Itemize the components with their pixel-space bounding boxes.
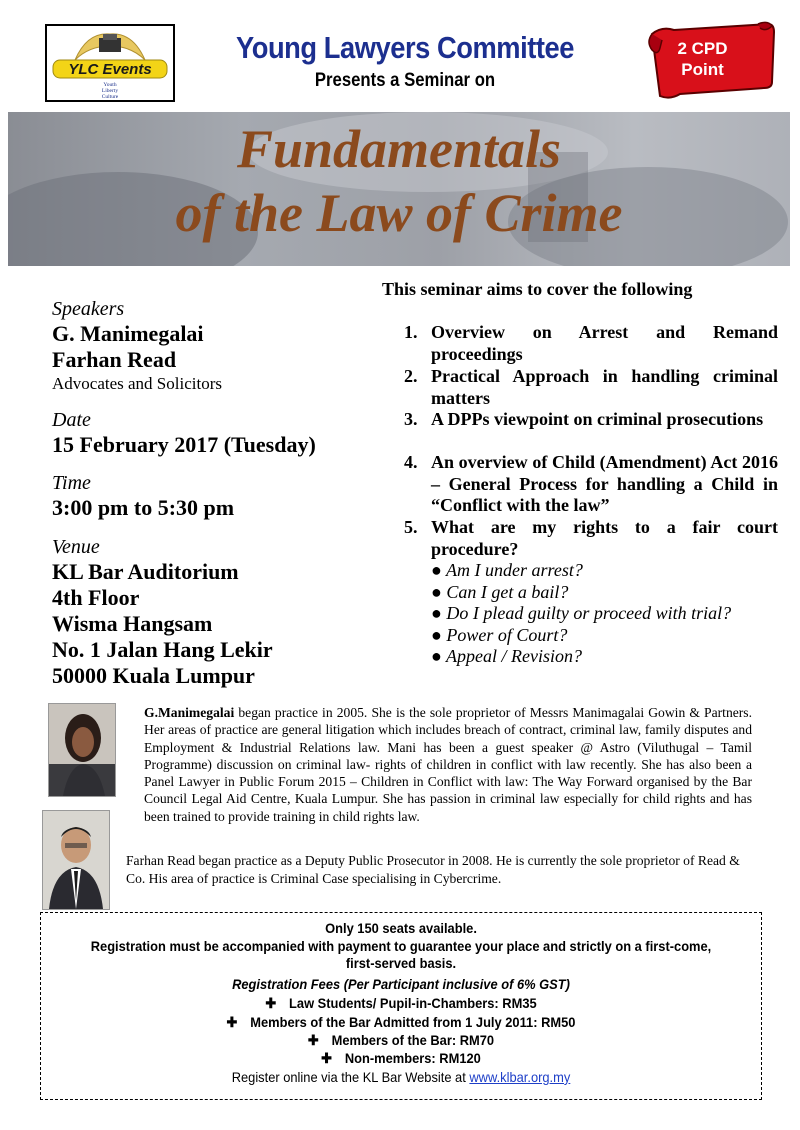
topics-heading: This seminar aims to cover the following: [382, 279, 693, 299]
logo-text: YLC Events: [68, 61, 152, 78]
register-online: [76, 1069, 726, 1086]
bio-farhan-read: Farhan Read began practice as a Deputy Public Prosecutor in 2008. He is currently the sole proprietor of Read & Co. His area of practice is Criminal Case specialising in Cybercrime.: [126, 853, 740, 886]
topic-number: 1.: [404, 322, 418, 342]
venue-line: No. 1 Jalan Hang Lekir: [52, 637, 273, 662]
fee-item: [76, 1014, 726, 1031]
fee-text: Non-members: RM120: [344, 1050, 481, 1066]
venue-line: Wisma Hangsam: [52, 611, 213, 636]
svg-text:Culture: Culture: [101, 94, 119, 100]
date-value: 15 February 2017 (Tuesday): [52, 432, 316, 457]
register-online-text: Register online via the KL Bar Website at: [231, 1069, 470, 1085]
topic-number: 5.: [404, 517, 418, 537]
svg-text:Liberty: Liberty: [101, 88, 119, 94]
seats-available: Only 150 seats available.: [325, 920, 477, 936]
topic-item: Practical Approach in handling criminal matters: [431, 366, 778, 408]
time-value: 3:00 pm to 5:30 pm: [52, 495, 235, 520]
bio-manimegalai: [144, 704, 752, 825]
plus-icon: ✚: [226, 1014, 238, 1030]
venue-line: 4th Floor: [52, 585, 140, 610]
topic-item: An overview of Child (Amendment) Act 2016 – General Process for handling a Child in “Conflict with the law”: [431, 452, 778, 515]
topic-sub-item: ● Power of Court?: [431, 625, 568, 645]
topic-sub-item: ● Can I get a bail?: [431, 582, 569, 602]
bio-text: began practice in 2005. She is the sole proprietor of Messrs Manimagalai Gowin & Partners. Her areas of practice are general litigation which includes breach of contract, criminal law, family disputes and Employment & Industrial Relations law. Mani has been a guest speaker @ Astro (Viluthugal – Tamil Programme) discussion on criminal law- rights of children in conflict with law recently. She has also been a Panel Lawyer in Public Forum 2015 – Children in Conflict with law: The Way Forward organised by the Bar Council Legal Aid Centre, Kuala Lumpur. She has passion in criminal law especially for child rights and has been trained to provide training in child rights law.: [144, 705, 752, 824]
ylc-logo: [45, 24, 175, 102]
speaker-name: Farhan Read: [52, 347, 177, 372]
venue-line: 50000 Kuala Lumpur: [52, 663, 255, 688]
speakers-label: Speakers: [52, 298, 125, 320]
topic-sub-item: ● Am I under arrest?: [431, 560, 583, 580]
date-label: Date: [52, 409, 91, 431]
time-label: Time: [52, 472, 91, 494]
committee-title: Young Lawyers Committee: [235, 30, 575, 65]
seminar-title-line2: of the Law of Crime: [175, 183, 623, 243]
presents-subtitle: Presents a Seminar on: [314, 70, 496, 91]
topic-item: Overview on Arrest and Remand proceedings: [431, 322, 778, 364]
fee-item: [76, 995, 726, 1012]
topic-item: A DPPs viewpoint on criminal prosecutions: [431, 409, 764, 429]
seminar-title-line1: Fundamentals: [236, 119, 562, 179]
plus-icon: ✚: [265, 995, 277, 1011]
topic-number: 3.: [404, 409, 418, 429]
fee-item: [76, 1032, 726, 1049]
cpd-badge-text: [655, 38, 750, 80]
fee-text: Law Students/ Pupil-in-Chambers: RM35: [289, 995, 537, 1011]
topic-item: What are my rights to a fair court procedure?: [431, 517, 778, 559]
registration-note: Registration must be accompanied with payment to guarantee your place and strictly on a first-come, first-served basis.: [90, 938, 712, 971]
speaker-photo-manimegalai: [48, 703, 116, 797]
speaker-name: G. Manimegalai: [52, 321, 204, 346]
topic-number: 2.: [404, 366, 418, 386]
fees-heading: Registration Fees (Per Participant inclusive of 6% GST): [232, 976, 570, 992]
klbar-website-link[interactable]: www.klbar.org.my: [469, 1069, 571, 1085]
speakers-role: Advocates and Solicitors: [52, 374, 222, 393]
cpd-badge-line1: 2 CPD: [677, 39, 728, 58]
fee-text: Members of the Bar Admitted from 1 July 2011: RM50: [250, 1014, 576, 1030]
venue-label: Venue: [52, 536, 100, 558]
cpd-badge-line2: Point: [681, 60, 724, 79]
topic-number: 4.: [404, 452, 418, 472]
plus-icon: ✚: [307, 1032, 319, 1048]
topic-sub-item: ● Do I plead guilty or proceed with trial?: [431, 603, 732, 623]
bio-name: G.Manimegalai: [144, 705, 235, 720]
svg-text:Youth: Youth: [103, 82, 117, 88]
speaker-photo-farhan-read: [42, 810, 110, 910]
fee-text: Members of the Bar: RM70: [331, 1032, 495, 1048]
fee-item: [76, 1050, 726, 1067]
topic-sub-item: ● Appeal / Revision?: [431, 646, 583, 666]
venue-line: KL Bar Auditorium: [52, 559, 239, 584]
plus-icon: ✚: [321, 1050, 332, 1066]
